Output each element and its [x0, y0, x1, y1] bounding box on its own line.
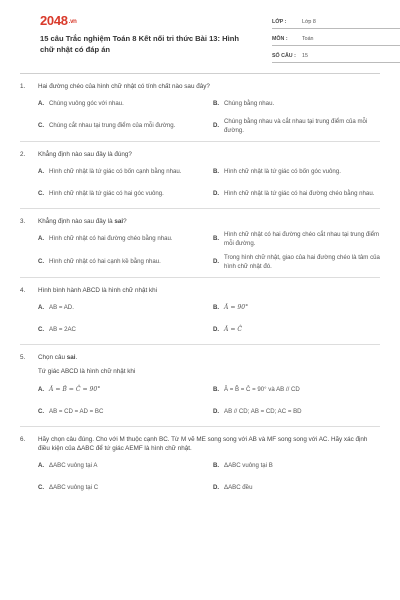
option-b[interactable]: [213, 231, 380, 248]
option-letter: B.: [213, 385, 220, 393]
options: [20, 382, 380, 420]
option-text: Trong hình chữ nhật, giao của hai đường chéo là tâm của hình chữ nhật đó.: [224, 254, 380, 270]
option-letter: D.: [213, 189, 220, 197]
question-text: Hãy chọn câu đúng. Cho với M thuộc cạnh BC. Từ M vẽ ME song song với AB và MF song song với AC. Hãy xác định điều kiện của ΔABC để tứ giác AEMF là hình chữ nhật.: [38, 436, 368, 452]
option-d[interactable]: [213, 322, 380, 338]
option-a[interactable]: [38, 164, 205, 180]
option-d[interactable]: [213, 118, 380, 135]
question-1: [20, 79, 380, 142]
meta-label: LỚP :: [272, 18, 287, 25]
option-text: AB = 2AC: [49, 325, 76, 333]
option-letter: B.: [213, 99, 220, 107]
option-c[interactable]: [38, 254, 205, 271]
option-letter: C.: [38, 483, 45, 491]
meta-label: MÔN :: [272, 35, 288, 42]
option-a[interactable]: [38, 300, 205, 316]
option-a[interactable]: [38, 96, 205, 112]
option-d[interactable]: [213, 254, 380, 271]
option-text: Hình chữ nhật có hai đường chéo bằng nhau.: [49, 235, 173, 243]
option-text: AB = CD = AD = BC: [49, 407, 104, 415]
option-letter: B.: [213, 461, 220, 469]
option-a[interactable]: [38, 231, 205, 248]
option-letter: D.: [213, 325, 220, 333]
option-c[interactable]: [38, 186, 205, 202]
question-2: [20, 147, 380, 209]
question-number: 1.: [20, 83, 26, 90]
option-text: ΔABC vuông tại A: [49, 461, 98, 469]
option-c[interactable]: [38, 118, 205, 135]
question-text: [38, 353, 77, 362]
option-text: Hình chữ nhật là tứ giác có bốn góc vuông.: [224, 167, 341, 175]
option-d[interactable]: [213, 186, 380, 202]
option-text: Â = B̂ = Ĉ = 90°: [49, 385, 101, 393]
question-number: 3.: [20, 218, 26, 225]
option-letter: C.: [38, 325, 45, 333]
option-letter: A.: [38, 303, 45, 311]
meta-row-subject: [272, 32, 400, 46]
question-text-before: Chọn câu: [38, 354, 67, 361]
option-letter: D.: [213, 407, 220, 415]
document-meta: [272, 15, 400, 66]
question-emphasis: sai: [114, 218, 124, 225]
option-text: Chúng bằng nhau.: [224, 99, 275, 107]
options: [20, 164, 380, 202]
option-letter: C.: [38, 258, 45, 266]
option-letter: C.: [38, 407, 45, 415]
options: [20, 231, 380, 271]
question-emphasis: sai: [66, 354, 76, 361]
option-letter: D.: [213, 258, 220, 266]
question-number: 5.: [20, 354, 26, 361]
options: [20, 458, 380, 496]
question-6: [20, 432, 380, 502]
question-number: 6.: [20, 436, 26, 443]
question-number: 4.: [20, 287, 26, 294]
header: [20, 0, 380, 70]
option-text: Chúng vuông góc với nhau.: [49, 99, 124, 107]
option-text: Hình chữ nhật có hai cạnh kề bằng nhau.: [49, 258, 161, 266]
question-subtext: Tứ giác ABCD là hình chữ nhật khi: [38, 368, 136, 375]
option-text: Chúng cắt nhau tại trung điểm của mỗi đường.: [49, 122, 176, 130]
option-letter: D.: [213, 483, 220, 491]
option-letter: A.: [38, 99, 45, 107]
option-d[interactable]: [213, 404, 380, 420]
question-text: Hai đường chéo của hình chữ nhật có tính chất nào sau đây?: [38, 83, 210, 90]
option-text: ΔABC đều: [224, 483, 253, 491]
option-b[interactable]: [213, 164, 380, 180]
document-title: 15 câu Trắc nghiệm Toán 8 Kết nối tri thức Bài 13: Hình chữ nhật có đáp án: [40, 34, 240, 54]
option-c[interactable]: [38, 322, 205, 338]
meta-label: SỐ CÂU :: [272, 52, 296, 59]
option-b[interactable]: [213, 458, 380, 474]
question-text: Khẳng định nào sau đây là đúng?: [38, 151, 132, 158]
question-list: [20, 79, 380, 507]
logo-suffix: .vn: [68, 18, 77, 25]
option-letter: C.: [38, 122, 45, 130]
question-text-before: Khẳng định nào sau đây là: [38, 218, 115, 225]
option-text: ΔABC vuông tại C: [49, 483, 99, 491]
option-letter: B.: [213, 303, 220, 311]
option-letter: C.: [38, 189, 45, 197]
question-number: 2.: [20, 151, 26, 158]
option-d[interactable]: [213, 480, 380, 496]
option-b[interactable]: [213, 382, 380, 398]
option-letter: A.: [38, 235, 45, 243]
option-b[interactable]: [213, 300, 380, 316]
option-letter: B.: [213, 167, 220, 175]
option-letter: B.: [213, 235, 220, 243]
question-5: [20, 350, 380, 427]
option-text: Hình chữ nhật là tứ giác có hai đường chéo bằng nhau.: [224, 189, 375, 197]
option-b[interactable]: [213, 96, 380, 112]
question-text: [38, 217, 127, 226]
option-text: Hình chữ nhật là tứ giác có bốn cạnh bằng nhau.: [49, 167, 182, 175]
meta-value: Toán: [302, 35, 314, 42]
option-c[interactable]: [38, 404, 205, 420]
option-letter: A.: [38, 385, 45, 393]
options: [20, 300, 380, 338]
question-text-after: .: [75, 354, 78, 361]
meta-row-count: [272, 49, 400, 63]
option-text: Â = Ĉ: [224, 325, 243, 333]
meta-value: Lớp 8: [302, 18, 316, 25]
option-a[interactable]: [38, 458, 205, 474]
option-text: Hình chữ nhật có hai đường chéo cắt nhau tại trung điểm mỗi đường.: [224, 231, 380, 247]
options: [20, 96, 380, 135]
option-text: Chúng bằng nhau và cắt nhau tại trung điểm của mỗi đường.: [224, 118, 368, 134]
option-text: Â = 90°: [224, 303, 249, 311]
option-text: Â = B̂ = Ĉ = 90° và AB // CD: [224, 385, 300, 393]
option-letter: A.: [38, 167, 45, 175]
option-text: AB = AD.: [49, 303, 74, 311]
question-text: Hình bình hành ABCD là hình chữ nhật khi: [38, 287, 158, 294]
option-letter: D.: [213, 122, 220, 130]
option-a[interactable]: [38, 382, 205, 398]
meta-row-grade: [272, 15, 400, 29]
question-4: [20, 283, 380, 345]
question-3: [20, 214, 380, 278]
question-text-after: ?: [123, 218, 127, 225]
header-divider: [20, 73, 380, 74]
option-letter: A.: [38, 461, 45, 469]
meta-value: 15: [302, 52, 308, 59]
option-c[interactable]: [38, 480, 205, 496]
site-logo[interactable]: [40, 13, 77, 28]
option-text: ΔABC vuông tại B: [224, 461, 273, 469]
option-text: AB // CD; AB = CD; AC = BD: [224, 407, 302, 415]
logo-main: 2048: [40, 13, 68, 28]
option-text: Hình chữ nhật là tứ giác có hai góc vuông.: [49, 189, 164, 197]
